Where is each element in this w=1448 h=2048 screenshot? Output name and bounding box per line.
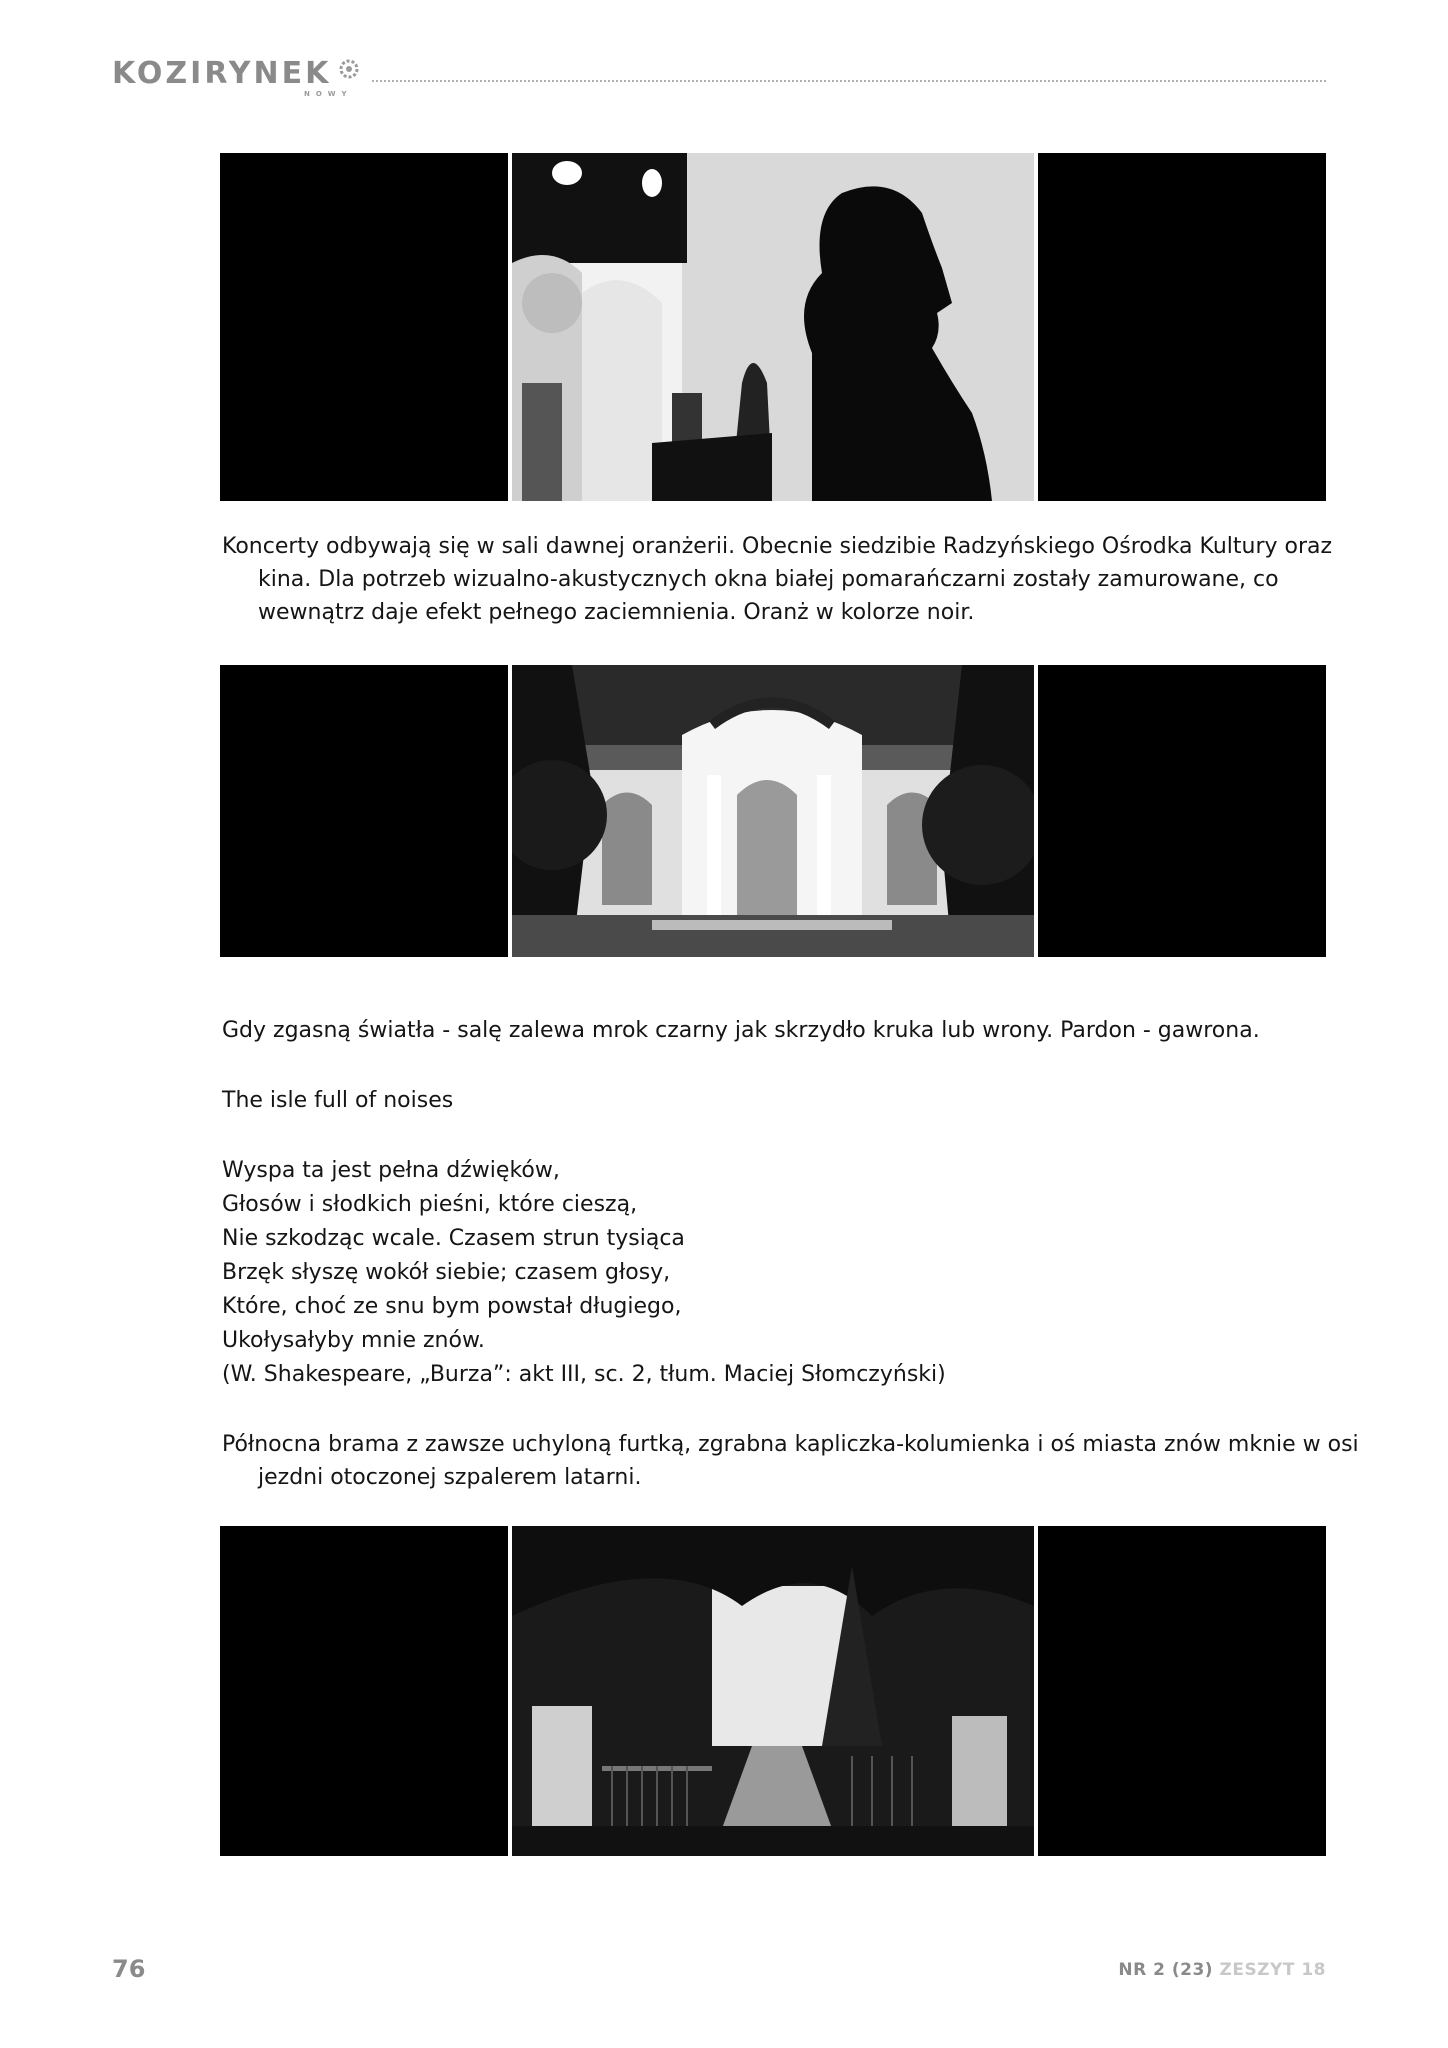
magazine-logo: KOZIRYNEK	[112, 56, 332, 91]
poem-citation: (W. Shakespeare, „Burza”: akt III, sc. 2, tłum. Maciej Słomczyński)	[222, 1362, 946, 1387]
poem-line: Wyspa ta jest pełna dźwięków,	[222, 1158, 560, 1183]
photo-orangery	[512, 665, 1034, 957]
photo-strip-1	[220, 153, 1326, 501]
black-panel-left	[220, 1526, 508, 1856]
poem-line: Głosów i słodkich pieśni, które cieszą,	[222, 1192, 638, 1217]
photo-church-silhouette	[512, 153, 1034, 501]
photo-strip-2	[220, 665, 1326, 957]
black-panel-left	[220, 665, 508, 957]
photo-north-gate	[512, 1526, 1034, 1856]
poem-line: Które, choć ze snu bym powstał długiego,	[222, 1294, 682, 1319]
black-panel-left	[220, 153, 508, 501]
header-dotted-rule	[372, 80, 1326, 82]
gear-icon	[338, 58, 360, 80]
caption-lights-out: Gdy zgasną światła - salę zalewa mrok czarny jak skrzydło kruka lub wrony. Pardon - gawrona.	[222, 1018, 1260, 1043]
poem-line: Ukołysałyby mnie znów.	[222, 1328, 485, 1353]
issue-number: NR 2 (23)	[1118, 1960, 1214, 1980]
black-panel-right	[1038, 153, 1326, 501]
logo-subtitle: NOWY	[304, 90, 353, 98]
caption-north-gate: Północna brama z zawsze uchyloną furtką, zgrabna kapliczka-kolumienka i oś miasta znów mknie w osi jezdni otoczonej szpalerem latarni.	[222, 1432, 1359, 1490]
caption-concerts: Koncerty odbywają się w sali dawnej oranżerii. Obecnie siedzibie Radzyńskiego Ośrodka Kultury oraz kina. Dla potrzeb wizualno-akustycznych okna białej pomarańczarni zostały zamurowane, co wewnątrz daje efekt pełnego zaciemnienia. Oranż w kolorze noir.	[222, 534, 1333, 625]
black-panel-right	[1038, 1526, 1326, 1856]
black-panel-right	[1038, 665, 1326, 957]
photo-strip-3	[220, 1526, 1326, 1856]
zeszyt-number: ZESZYT 18	[1219, 1960, 1326, 1980]
issue-info	[1118, 1960, 1326, 1980]
page-header	[112, 56, 1326, 96]
poem-line: Nie szkodząc wcale. Czasem strun tysiąca	[222, 1226, 685, 1251]
page-number: 76	[112, 1955, 146, 1983]
caption-isle-title: The isle full of noises	[222, 1088, 454, 1113]
poem-line: Brzęk słyszę wokół siebie; czasem głosy,	[222, 1260, 671, 1285]
